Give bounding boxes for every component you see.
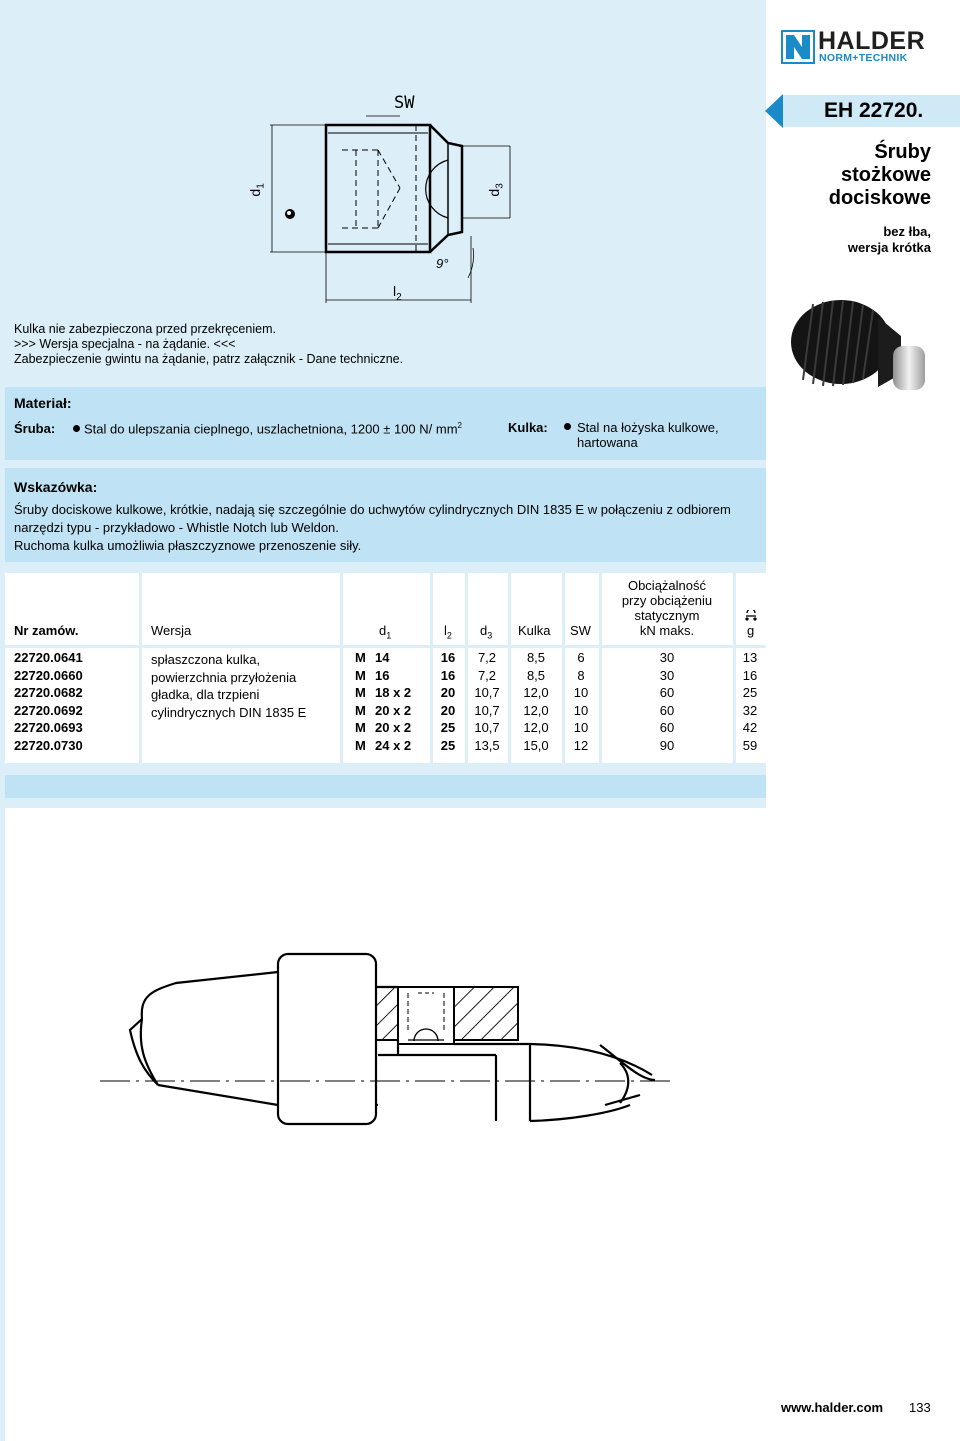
cell-d3: 10,7	[474, 720, 500, 735]
th-load-line-4: kN maks.	[639, 623, 695, 638]
th-load-line-2: przy obciążeniu	[621, 593, 713, 608]
cell-m: M	[355, 737, 366, 753]
cell-load: 30	[659, 667, 675, 683]
cell-d3: 13,5	[474, 737, 500, 753]
th-d3-sub: 3	[487, 630, 493, 641]
th-l2-sub: 2	[446, 630, 452, 641]
cell-l2: 20	[440, 685, 456, 700]
label-d3-main: d	[485, 188, 502, 197]
th-g: g	[747, 623, 755, 638]
cell-g: 25	[742, 685, 758, 700]
cell-kulka: 12,0	[523, 685, 549, 700]
cell-sw: 6	[577, 650, 585, 665]
cell-nr: 22720.0730	[14, 737, 83, 753]
cell-d3: 10,7	[474, 702, 500, 718]
cell-m: M	[355, 702, 366, 718]
cell-g: 42	[742, 720, 758, 735]
th-d3	[480, 623, 492, 641]
label-l2-main: l	[393, 283, 397, 299]
cell-nr: 22720.0641	[14, 650, 83, 665]
title-line-2: stożkowe	[840, 164, 931, 186]
cell-d1: 20 x 2	[375, 702, 412, 718]
screw-material	[84, 421, 462, 436]
spacer-band	[5, 775, 766, 798]
th-d1	[379, 623, 391, 641]
th-sw: SW	[570, 623, 591, 638]
th-nr: Nr zamów.	[14, 623, 79, 638]
cell-l2: 16	[440, 650, 456, 665]
wersja-line-4: cylindrycznych DIN 1835 E	[151, 704, 307, 720]
th-wersja: Wersja	[151, 623, 192, 638]
cell-load: 60	[659, 685, 675, 700]
label-d1	[247, 183, 267, 196]
product-photo	[783, 292, 943, 412]
wersja-line-3: gładka, dla trzpieni	[151, 687, 260, 702]
th-d1-main: d	[379, 623, 387, 638]
logo-name: HALDER	[818, 27, 926, 55]
cell-g: 16	[742, 667, 758, 683]
th-l2-main: l	[444, 623, 447, 638]
cell-sw: 12	[573, 737, 589, 753]
cell-d1: 16	[375, 667, 390, 683]
th-l2	[444, 623, 452, 641]
ball-bullet-icon	[564, 423, 571, 430]
cell-sw: 10	[573, 702, 589, 718]
cell-l2: 20	[440, 702, 456, 718]
subtitle-line-1: bez łba,	[883, 224, 931, 239]
notes	[14, 322, 403, 367]
note-line-2: >>> Wersja specjalna - na żądanie. <<<	[14, 337, 236, 351]
cell-l2: 16	[440, 667, 456, 683]
product-subtitle	[848, 224, 931, 256]
hint-line-1: Śruby dociskowe kulkowe, krótkie, nadają się szczególnie do uchwytów cylindrycznych DIN 1835 E w połączeniu z odbiorem	[14, 502, 731, 517]
cell-d3: 10,7	[474, 685, 500, 700]
material-heading: Materiał:	[14, 395, 72, 411]
cell-kulka: 8,5	[526, 650, 546, 665]
cell-l2: 25	[440, 737, 456, 753]
cell-m: M	[355, 667, 366, 683]
title-line-1: Śruby	[874, 141, 931, 163]
cell-m: M	[355, 685, 366, 700]
col-separator	[340, 573, 343, 763]
th-kulka: Kulka	[518, 623, 551, 638]
halder-logo	[781, 27, 933, 66]
cell-sw: 8	[577, 667, 585, 683]
screw-drawing	[230, 88, 540, 308]
cell-load: 60	[659, 702, 675, 718]
ball-material-line-2: hartowana	[577, 435, 638, 450]
cell-g: 59	[742, 737, 758, 753]
cell-d1: 24 x 2	[375, 737, 412, 753]
screw-label: Śruba:	[14, 421, 56, 436]
application-drawing	[100, 945, 670, 1135]
weight-icon	[744, 610, 758, 622]
cell-sw: 10	[573, 685, 589, 700]
footer-url[interactable]: www.halder.com	[781, 1400, 884, 1415]
title-line-3: dociskowe	[828, 187, 931, 209]
hint-heading: Wskazówka:	[14, 479, 98, 495]
hint-line-3: Ruchoma kulka umożliwia płaszczyznowe przenoszenie siły.	[14, 538, 362, 553]
screw-material-text: Stal do ulepszania cieplnego, uszlachetniona, 1200 ± 100 N/ mm	[84, 421, 458, 437]
hint-line-2: narzędzi typu - przykładowo - Whistle Notch lub Weldon.	[14, 520, 339, 535]
col-separator	[508, 573, 511, 763]
hint-text	[14, 501, 731, 555]
label-d3	[486, 183, 506, 196]
page-number: 133	[909, 1400, 931, 1415]
cell-sw: 10	[573, 720, 589, 735]
cell-nr: 22720.0692	[14, 702, 83, 718]
label-l2	[393, 283, 402, 303]
subtitle-line-2: wersja krótka	[847, 240, 931, 255]
code-arrow-icon	[765, 94, 785, 128]
label-l2-sub: 2	[396, 291, 402, 303]
cell-load: 90	[659, 737, 675, 753]
ball-label: Kulka:	[508, 420, 548, 435]
cell-d1: 18 x 2	[375, 685, 412, 700]
cell-kulka: 12,0	[523, 702, 549, 718]
cell-nr: 22720.0693	[14, 720, 83, 735]
cell-kulka: 15,0	[523, 737, 549, 753]
label-angle: 9°	[436, 256, 449, 271]
cell-d3: 7,2	[477, 650, 497, 665]
cell-d1: 20 x 2	[375, 720, 412, 735]
th-load	[602, 578, 732, 638]
cell-g: 32	[742, 702, 758, 718]
screw-bullet-icon	[73, 425, 80, 432]
cell-d3: 7,2	[477, 667, 497, 683]
label-d1-main: d	[246, 188, 263, 197]
cell-kulka: 8,5	[526, 667, 546, 683]
ball-material-line-1: Stal na łożyska kulkowe,	[577, 420, 719, 435]
cell-nr: 22720.0682	[14, 685, 83, 700]
sidebar	[766, 0, 960, 1441]
wersja-line-2: powierzchnia przyłożenia	[151, 669, 297, 685]
label-d1-sub: 1	[255, 183, 267, 189]
th-load-line-1: Obciążalność	[627, 578, 707, 593]
product-title	[829, 141, 931, 210]
th-d3-main: d	[480, 623, 488, 638]
cell-nr: 22720.0660	[14, 667, 83, 683]
col-separator	[139, 573, 142, 763]
wersja-line-1: spłaszczona kulka,	[151, 652, 261, 667]
table-header-rule	[5, 645, 766, 648]
cell-m: M	[355, 720, 366, 735]
logo-mark-icon	[781, 30, 815, 64]
logo-sub: NORM+TECHNIK	[819, 52, 908, 64]
th-load-line-3: statycznym	[634, 608, 700, 623]
cell-d1: 14	[375, 650, 390, 665]
screw-material-sup: 2	[457, 421, 462, 430]
label-sw: SW	[394, 93, 415, 113]
cell-load: 30	[659, 650, 675, 665]
product-code: EH 22720.	[824, 99, 924, 122]
cell-kulka: 12,0	[523, 720, 549, 735]
cell-g: 13	[742, 650, 758, 665]
cell-m: M	[355, 650, 366, 665]
note-line-3: Zabezpieczenie gwintu na żądanie, patrz załącznik - Dane techniczne.	[14, 352, 404, 366]
label-d3-sub: 3	[494, 183, 506, 189]
wersja-text	[151, 651, 306, 721]
cell-load: 60	[659, 720, 675, 735]
th-d1-sub: 1	[386, 630, 392, 641]
note-line-1: Kulka nie zabezpieczona przed przekręceniem.	[14, 322, 276, 336]
ball-material	[577, 420, 719, 450]
cell-l2: 25	[440, 720, 456, 735]
